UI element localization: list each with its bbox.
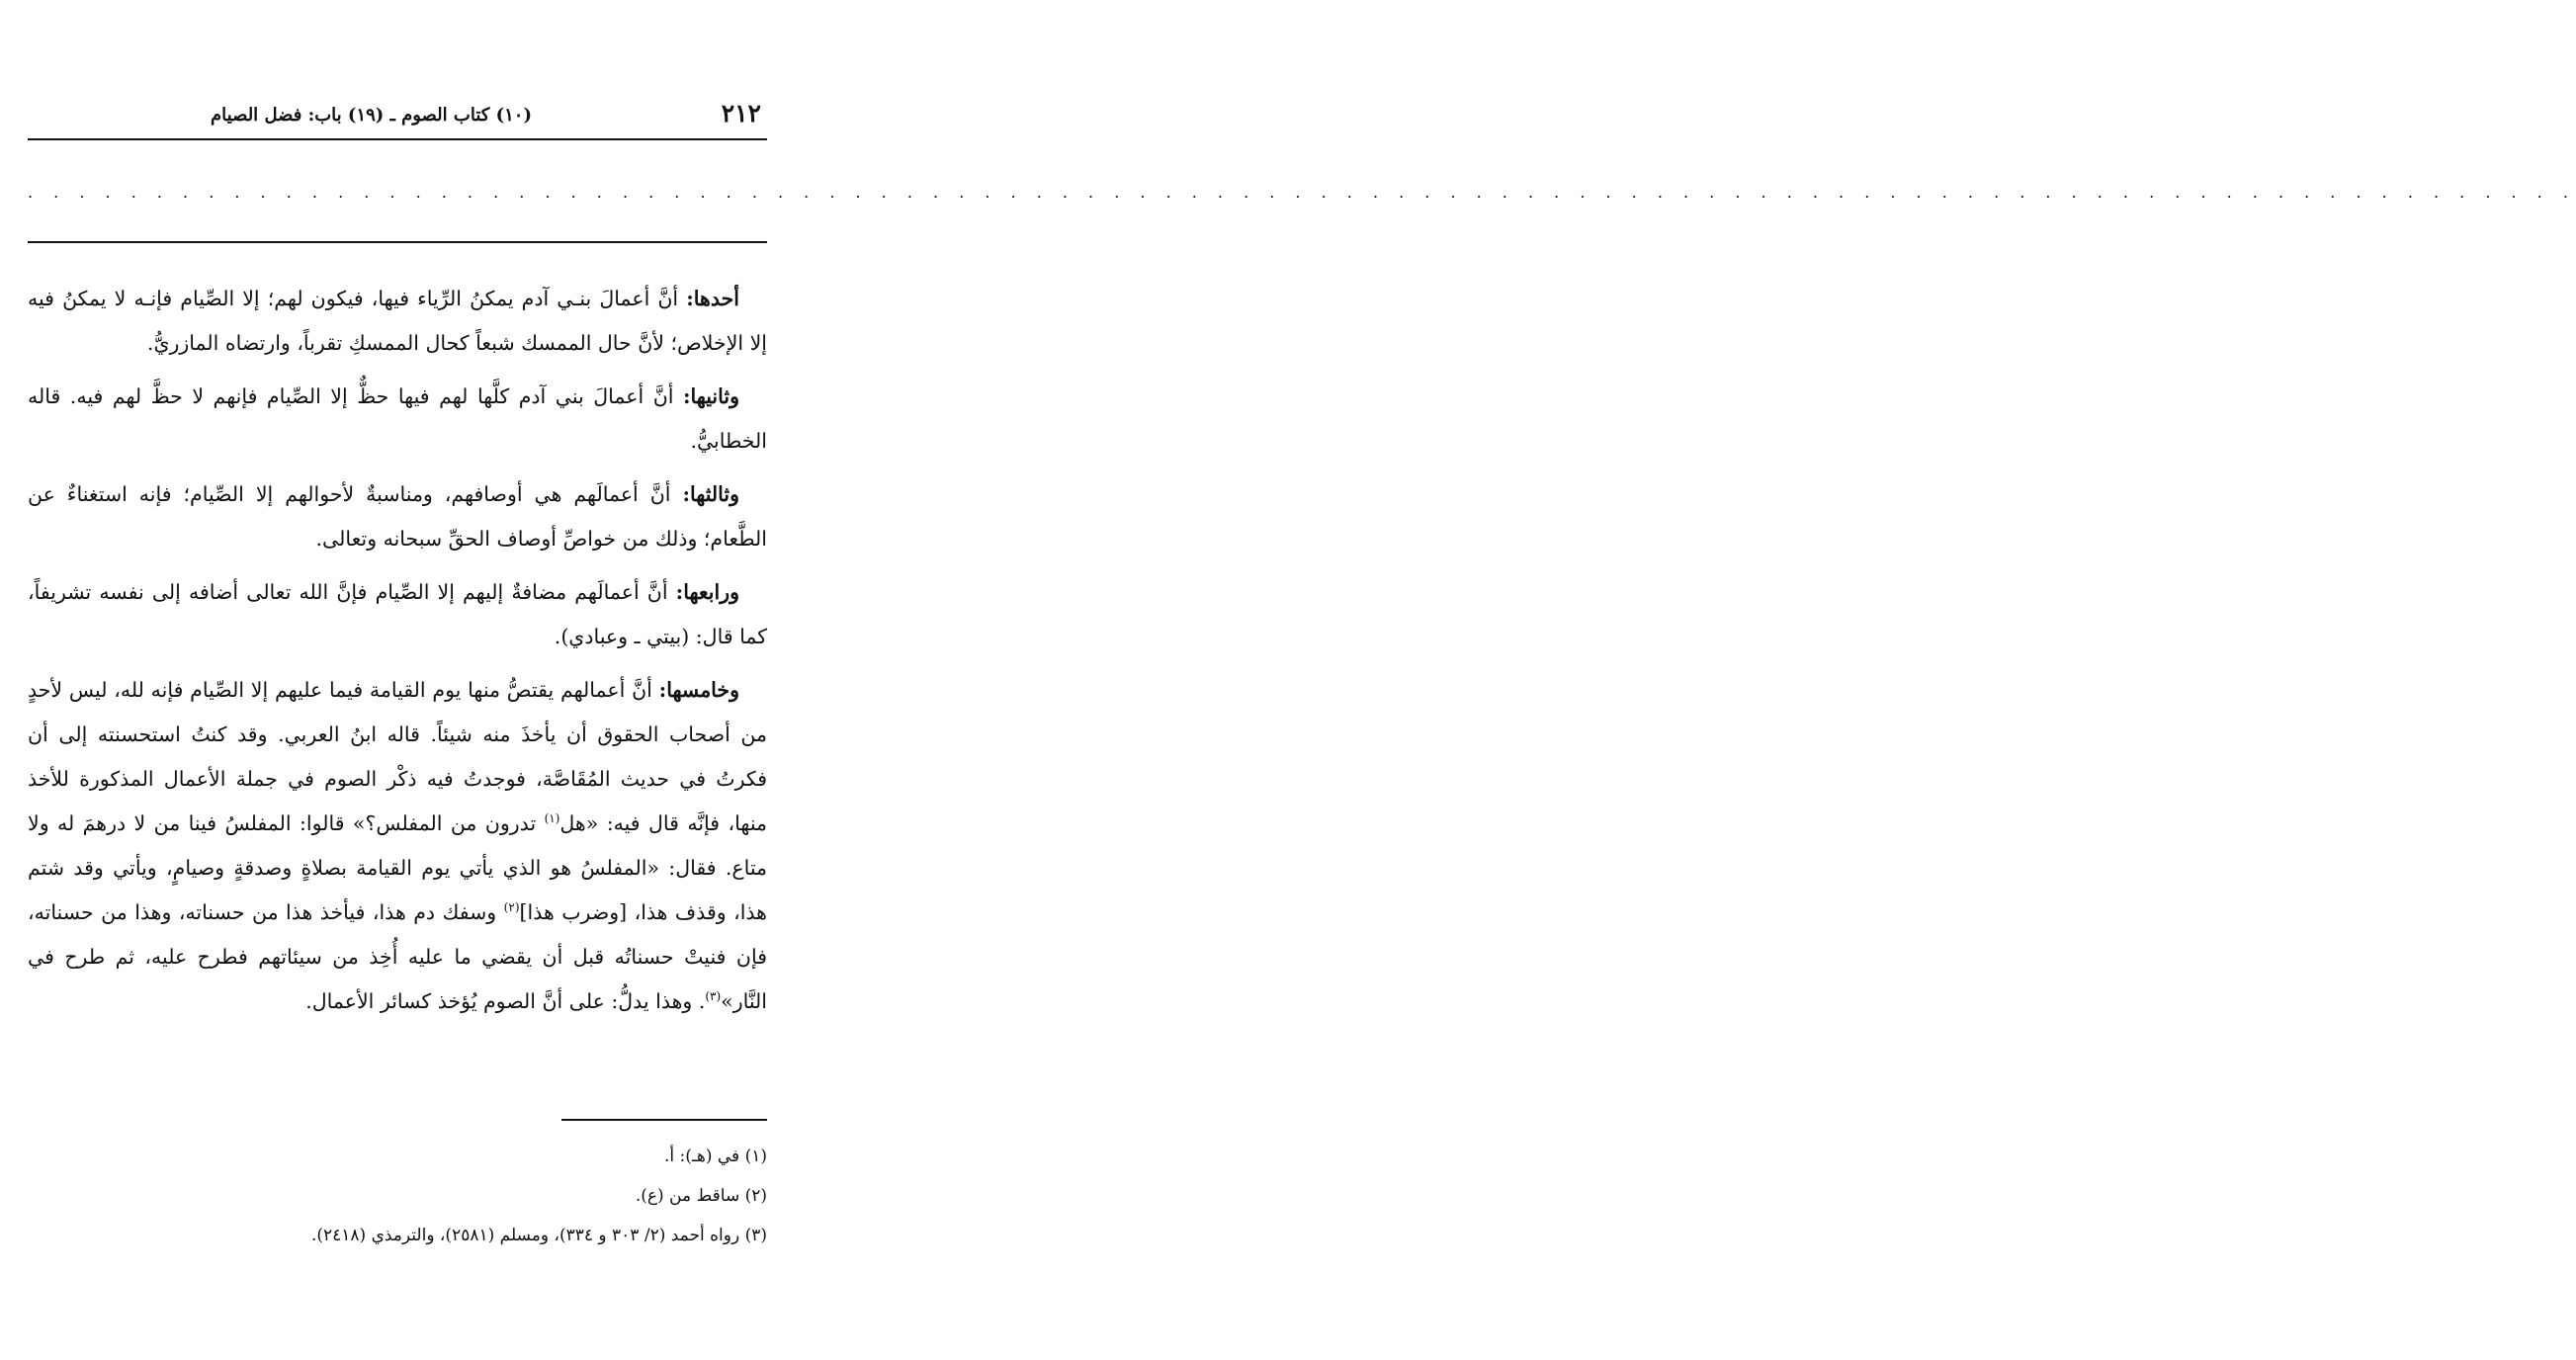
paragraph-lead: وثانيها: xyxy=(682,384,739,408)
paragraph-text: أنَّ أعمالَهم مضافةٌ إليهم إلا الصِّيام فإنَّ الله تعالى أضافه إلى نفسه تشريفاً، كما قال: (بيتي ـ وعبادي). xyxy=(28,580,767,648)
paragraph-lead: أحدها: xyxy=(686,287,739,310)
paragraph-lead: ورابعها: xyxy=(675,580,739,604)
paragraph-lead: وثالثها: xyxy=(682,482,739,506)
paragraph-text: وسفك دم هذا، فيأخذ هذا من حسناته، وهذا من حسناته، فإن فنيتْ حسناتُه قبل أن يقضي ما عليه أُخِذ من سيئاتهم فطرح عليه، ثم طرح في النَّار» xyxy=(28,900,767,1013)
footnote-1: (١) في (هـ): أ. xyxy=(664,1147,767,1166)
paragraph-text: أنَّ أعمالَ بني آدم كلَّها لهم فيها حظٌّ إلا الصِّيام فإنهم لا حظَّ لهم فيه. قاله الخطابيُّ. xyxy=(28,384,767,453)
paragraph-text: . وهذا يدلُّ: على أنَّ الصوم يُؤخذ كسائر الأعمال. xyxy=(305,989,706,1013)
footnote-ref-1: (١) xyxy=(544,811,560,826)
chapter-title: (١٠) كتاب الصوم ـ (١٩) باب: فضل الصيام xyxy=(211,105,532,126)
paragraph-fourth xyxy=(28,570,767,659)
paragraph-text: أنَّ أعمالهم يقتصُّ منها يوم القيامة فيما عليهم إلا الصِّيام فإنه لله، ليس لأحدٍ من أصحاب الحقوق أن يأخذَ منه شيئاً. قاله ابنُ العربي. وقد كنتُ استحسنته إلى أن فكرتُ في حديث المُقَاصَّة، فوجدتُ فيه ذكْر الصوم في جملة الأعمال المذكورة للأخذ منها، فإنَّه قال فيه: «هل xyxy=(28,678,767,835)
running-header xyxy=(28,97,767,136)
ellipsis-separator: . . . . . . . . . . . . . . . . . . . . . . . . . . . . . . . . . . . . . . . . . . . . . . . . . . . . . . . . . . . . . . . . . . . . . . . . . . . . . . . . . . . . . . . . . . . . . . . . . . . xyxy=(28,183,2576,202)
page-number: ٢١٢ xyxy=(721,99,761,128)
paragraph-text: أنَّ أعمالَ بنـي آدم يمكنُ الرِّياء فيها، فيكون لهم؛ إلا الصِّيام فإنـه لا يمكنُ فيه إلا الإخلاص؛ لأنَّ حال الممسك شبعاً كحال الممسكِ تقرباً، وارتضاه المازريُّ. xyxy=(28,287,767,355)
book-page xyxy=(28,0,2576,1360)
footnote-rule xyxy=(561,1119,767,1121)
main-text xyxy=(28,277,767,1024)
paragraph-text: أنَّ أعمالَهم هي أوصافهم، ومناسبةٌ لأحوالهم إلا الصِّيام؛ فإنه استغناءٌ عن الطَّعام؛ وذلك من خواصِّ أوصاف الحقِّ سبحانه وتعالى. xyxy=(28,482,767,551)
footnote-3: (٣) رواه أحمد (٢/ ٣٠٣ و ٣٣٤)، ومسلم (٢٥٨١)، والترمذي (٢٤١٨). xyxy=(310,1226,767,1245)
footnote-ref-2: (٢) xyxy=(503,900,520,915)
footnote-2: (٢) ساقط من (ع). xyxy=(635,1186,767,1206)
paragraph-text: تدرون من المفلس؟» قالوا: المفلسُ فينا من لا درهمَ له ولا متاع. فقال: «المفلسُ هو الذي يأتي يوم القيامة بصلاةٍ وصدقةٍ وصيامٍ، ويأتي وقد شتم هذا، وقذف هذا، [وضرب هذا] xyxy=(28,811,767,924)
section-rule xyxy=(28,241,767,243)
paragraph-second xyxy=(28,375,767,464)
paragraph-third xyxy=(28,472,767,561)
paragraph-fifth xyxy=(28,668,767,1024)
header-rule xyxy=(28,138,767,140)
paragraph-lead: وخامسها: xyxy=(658,678,739,702)
footnotes xyxy=(28,1137,767,1255)
paragraph-first xyxy=(28,277,767,366)
footnote-ref-3: (٣) xyxy=(705,989,722,1004)
